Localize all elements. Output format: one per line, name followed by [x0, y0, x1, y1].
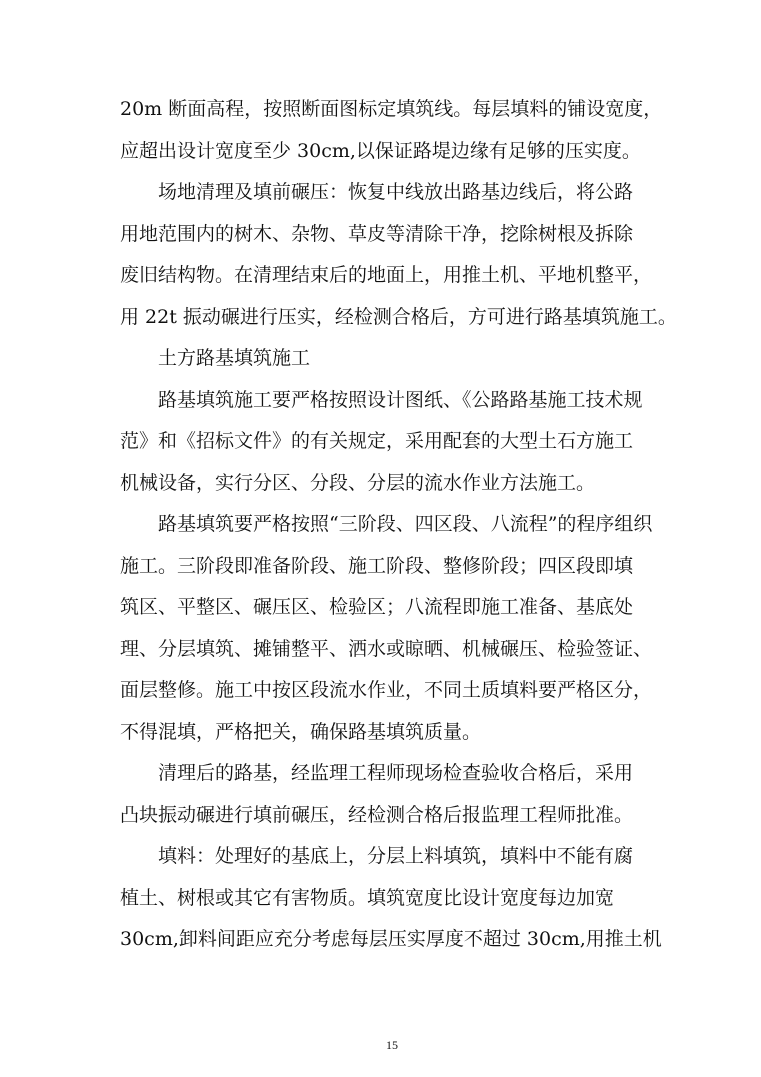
- text-line: 路基填筑施工要严格按照设计图纸、《公路路基施工技术规: [158, 388, 643, 411]
- text-line: 植土、树根或其它有害物质。填筑宽度比设计宽度每边加宽: [120, 886, 615, 909]
- paragraph: [120, 172, 720, 338]
- text-line: 填料：处理好的基底上，分层上料填筑，填料中不能有腐: [158, 845, 634, 867]
- text-line: 用地范围内的树木、杂物、草皮等清除干净，挖除树根及拆除: [120, 222, 634, 245]
- text-line: 20m 断面高程，按照断面图标定填筑线。每层填料的铺设宽度，: [120, 98, 663, 120]
- paragraph: [120, 753, 720, 836]
- text-line: 理、分层填筑、摊铺整平、洒水或晾晒、机械碾压、检验签证、: [120, 637, 653, 660]
- text-line: 施工。三阶段即准备阶段、施工阶段、整修阶段；四区段即填: [120, 554, 634, 577]
- paragraph: [120, 89, 720, 172]
- page-number: 15: [386, 1038, 398, 1052]
- text-line: 面层整修。施工中按区段流水作业，不同土质填料要严格区分，: [120, 679, 653, 701]
- paragraph: [120, 380, 720, 505]
- paragraph: [120, 836, 720, 961]
- section-heading: [120, 338, 720, 380]
- text-line: 不得混填，严格把关，确保路基填筑质量。: [120, 720, 482, 743]
- text-line: 机械设备，实行分区、分段、分层的流水作业方法施工。: [120, 471, 596, 494]
- text-line: 凸块振动碾进行填前碾压，经检测合格后报监理工程师批准。: [120, 803, 634, 826]
- text-line: 应超出设计宽度至少 30cm,以保证路堤边缘有足够的压实度。: [120, 139, 641, 162]
- text-line: 废旧结构物。在清理结束后的地面上，用推土机、平地机整平，: [120, 264, 653, 286]
- text-line: 30cm,卸料间距应充分考虑每层压实厚度不超过 30cm,用推土机: [120, 928, 662, 950]
- text-line: 清理后的路基，经监理工程师现场检查验收合格后，采用: [158, 762, 634, 784]
- text-line: 筑区、平整区、碾压区、检验区；八流程即施工准备、基底处: [120, 596, 634, 618]
- section-heading-text: 土方路基填筑施工: [158, 347, 311, 369]
- text-line: 场地清理及填前碾压：恢复中线放出路基边线后，将公路: [158, 181, 634, 203]
- text-line: 用 22t 振动碾进行压实，经检测合格后，方可进行路基填筑施工。: [120, 305, 677, 328]
- paragraph: [120, 504, 720, 753]
- text-line: 范》和《招标文件》的有关规定，采用配套的大型土石方施工: [120, 430, 634, 452]
- text-line: 路基填筑要严格按照“三阶段、四区段、八流程”的程序组织: [158, 513, 653, 535]
- document-body: [120, 89, 720, 961]
